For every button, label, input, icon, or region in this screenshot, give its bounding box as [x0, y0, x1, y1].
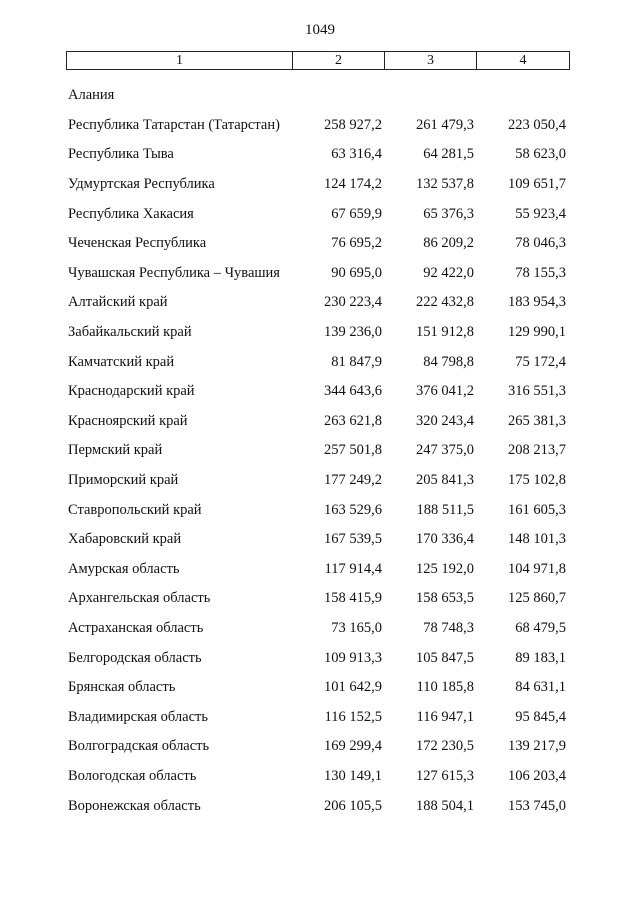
value-col-4: 153 745,0: [508, 797, 566, 814]
value-col-2: 158 415,9: [324, 590, 382, 607]
region-name: Вологодская область: [68, 767, 197, 784]
value-col-4: 78 155,3: [515, 264, 566, 281]
value-col-4: 55 923,4: [515, 205, 566, 222]
region-name: Пермский край: [68, 442, 163, 459]
value-col-2: 177 249,2: [324, 472, 382, 489]
value-col-3: 64 281,5: [423, 146, 474, 163]
value-col-2: 206 105,5: [324, 797, 382, 814]
value-col-3: 86 209,2: [423, 235, 474, 252]
value-col-3: 172 230,5: [416, 738, 474, 755]
region-name: Забайкальский край: [68, 324, 192, 341]
region-name: Архангельская область: [68, 590, 211, 607]
value-col-3: 151 912,8: [416, 324, 474, 341]
value-col-3: 125 192,0: [416, 560, 474, 577]
value-col-4: 75 172,4: [515, 353, 566, 370]
table-row: [66, 762, 570, 792]
region-name: Брянская область: [68, 679, 176, 696]
table-row: [66, 732, 570, 762]
table-header: [66, 51, 570, 70]
value-col-2: 263 621,8: [324, 412, 382, 429]
value-col-4: 95 845,4: [515, 708, 566, 725]
table-row: [66, 81, 570, 111]
value-col-2: 130 149,1: [324, 767, 382, 784]
region-name: Чеченская Республика: [68, 235, 207, 252]
value-col-2: 257 501,8: [324, 442, 382, 459]
region-name: Республика Татарстан (Татарстан): [68, 116, 280, 133]
value-col-2: 109 913,3: [324, 649, 382, 666]
page-number: 1049: [305, 22, 335, 38]
value-col-3: 158 653,5: [416, 590, 474, 607]
table-row: [66, 555, 570, 585]
region-name: Белгородская область: [68, 649, 202, 666]
value-col-3: 116 947,1: [416, 708, 474, 725]
value-col-2: 169 299,4: [324, 738, 382, 755]
region-name: Камчатский край: [68, 353, 175, 370]
region-name: Приморский край: [68, 472, 179, 489]
value-col-4: 161 605,3: [508, 501, 566, 518]
region-name: Республика Хакасия: [68, 205, 194, 222]
table-row: [66, 229, 570, 259]
value-col-4: 106 203,4: [508, 767, 566, 784]
table-row: [66, 702, 570, 732]
region-name: Владимирская область: [68, 708, 208, 725]
value-col-2: 81 847,9: [331, 353, 382, 370]
value-col-2: 124 174,2: [324, 176, 382, 193]
value-col-3: 261 479,3: [416, 116, 474, 133]
value-col-2: 63 316,4: [331, 146, 382, 163]
value-col-3: 78 748,3: [423, 619, 474, 636]
value-col-3: 110 185,8: [416, 679, 474, 696]
table-body: [66, 81, 570, 821]
value-col-3: 127 615,3: [416, 767, 474, 784]
value-col-2: 90 695,0: [331, 264, 382, 281]
value-col-4: 125 860,7: [508, 590, 566, 607]
region-name: Астраханская область: [68, 619, 204, 636]
value-col-2: 344 643,6: [324, 383, 382, 400]
region-name: Красноярский край: [68, 412, 188, 429]
value-col-2: 258 927,2: [324, 116, 382, 133]
value-col-4: 104 971,8: [508, 560, 566, 577]
value-col-3: 188 504,1: [416, 797, 474, 814]
value-col-4: 89 183,1: [515, 649, 566, 666]
table-row: [66, 259, 570, 289]
table-row: [66, 199, 570, 229]
table-row: [66, 436, 570, 466]
value-col-4: 129 990,1: [508, 324, 566, 341]
region-name: Воронежская область: [68, 797, 201, 814]
table-row: [66, 525, 570, 555]
table-row: [66, 614, 570, 644]
region-name: Хабаровский край: [68, 531, 182, 548]
value-col-2: 73 165,0: [331, 619, 382, 636]
table-row: [66, 673, 570, 703]
region-name: Удмуртская Республика: [68, 176, 215, 193]
value-col-2: 139 236,0: [324, 324, 382, 341]
value-col-4: 208 213,7: [508, 442, 566, 459]
value-col-2: 101 642,9: [324, 679, 382, 696]
column-header-2: 2: [293, 52, 385, 69]
value-col-3: 320 243,4: [416, 412, 474, 429]
value-col-4: 265 381,3: [508, 412, 566, 429]
table-row: [66, 347, 570, 377]
region-name: Краснодарский край: [68, 383, 195, 400]
value-col-2: 117 914,4: [324, 560, 382, 577]
value-col-3: 247 375,0: [416, 442, 474, 459]
value-col-4: 109 651,7: [508, 176, 566, 193]
value-col-4: 84 631,1: [515, 679, 566, 696]
region-name: Республика Тыва: [68, 146, 174, 163]
table-row: [66, 584, 570, 614]
table-row: [66, 407, 570, 437]
value-col-3: 105 847,5: [416, 649, 474, 666]
value-col-4: 139 217,9: [508, 738, 566, 755]
table-row: [66, 643, 570, 673]
value-col-4: 183 954,3: [508, 294, 566, 311]
region-name: Алтайский край: [68, 294, 168, 311]
table-row: [66, 170, 570, 200]
table-row: [66, 318, 570, 348]
value-col-2: 76 695,2: [331, 235, 382, 252]
value-col-3: 132 537,8: [416, 176, 474, 193]
table-row: [66, 111, 570, 141]
value-col-2: 67 659,9: [331, 205, 382, 222]
region-name: Алания: [68, 87, 115, 104]
value-col-3: 222 432,8: [416, 294, 474, 311]
region-name: Амурская область: [68, 560, 180, 577]
value-col-3: 188 511,5: [416, 501, 474, 518]
value-col-4: 175 102,8: [508, 472, 566, 489]
table-row: [66, 495, 570, 525]
value-col-2: 116 152,5: [324, 708, 382, 725]
column-header-4: 4: [519, 53, 527, 68]
region-name: Волгоградская область: [68, 738, 210, 755]
value-col-4: 316 551,3: [508, 383, 566, 400]
table-row: [66, 140, 570, 170]
column-header-3: 3: [385, 52, 477, 69]
value-col-2: 230 223,4: [324, 294, 382, 311]
value-col-3: 92 422,0: [423, 264, 474, 281]
value-col-4: 223 050,4: [508, 116, 566, 133]
table-row: [66, 377, 570, 407]
value-col-3: 84 798,8: [423, 353, 474, 370]
value-col-3: 65 376,3: [423, 205, 474, 222]
region-name: Чувашская Республика – Чувашия: [68, 264, 280, 281]
value-col-4: 78 046,3: [515, 235, 566, 252]
table-row: [66, 466, 570, 496]
table-row: [66, 288, 570, 318]
value-col-2: 163 529,6: [324, 501, 382, 518]
value-col-3: 170 336,4: [416, 531, 474, 548]
value-col-2: 167 539,5: [324, 531, 382, 548]
value-col-3: 205 841,3: [416, 472, 474, 489]
value-col-4: 58 623,0: [515, 146, 566, 163]
table-row: [66, 791, 570, 821]
value-col-3: 376 041,2: [416, 383, 474, 400]
region-name: Ставропольский край: [68, 501, 202, 518]
value-col-4: 68 479,5: [515, 619, 566, 636]
column-header-1: 1: [67, 52, 293, 69]
value-col-4: 148 101,3: [508, 531, 566, 548]
